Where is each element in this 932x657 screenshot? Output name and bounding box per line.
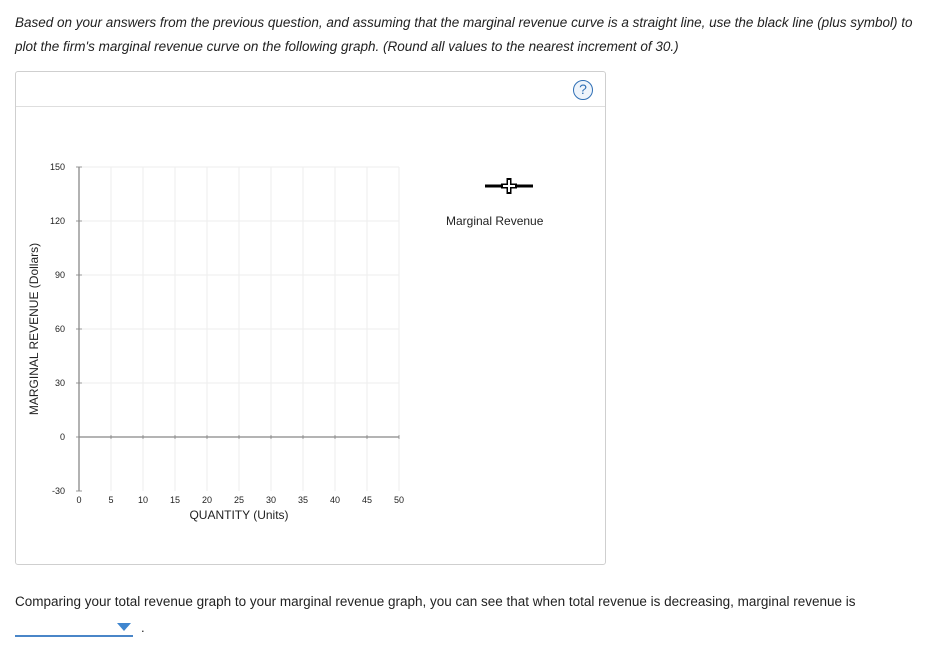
chevron-down-icon [117, 623, 131, 631]
y-tick-label: 90 [54, 270, 65, 280]
x-tick-label: 5 [108, 495, 114, 505]
x-tick-label: 15 [169, 495, 181, 505]
answer-dropdown[interactable] [15, 619, 133, 637]
marginal-revenue-tool-label: Marginal Revenue [446, 214, 544, 228]
question-text: Comparing your total revenue graph to your marginal revenue graph, you can see that when total revenue is decreasing, marginal revenue is [15, 594, 856, 609]
y-tick-label: 120 [49, 216, 65, 226]
x-tick-label: 0 [76, 495, 82, 505]
x-tick-label: 20 [201, 495, 213, 505]
mr-graph[interactable] [16, 72, 607, 566]
tick-labels [50, 162, 404, 505]
y-tick-label: 60 [54, 324, 65, 334]
x-tick-label: 30 [265, 495, 277, 505]
graph-panel [15, 71, 606, 565]
grid [79, 167, 399, 491]
instructions-text: Based on your answers from the previous question, and assuming that the marginal revenue curve is a straight line, use the black line (plus symbol) to plot the firm's marginal revenue curve on the following graph. (Round all values to the nearest increment of 30.) [15, 15, 913, 54]
plus-icon [501, 178, 517, 194]
y-tick-label: 150 [49, 162, 65, 172]
y-axis-label: MARGINAL REVENUE (Dollars) [27, 242, 41, 416]
x-tick-label: 10 [137, 495, 149, 505]
x-tick-label: 50 [393, 495, 405, 505]
marginal-revenue-tool[interactable] [485, 178, 533, 194]
y-tick-label: -30 [51, 486, 65, 496]
y-tick-label: 0 [59, 432, 65, 442]
x-axis-label: QUANTITY (Units) [189, 508, 289, 522]
x-tick-label: 40 [329, 495, 341, 505]
help-icon[interactable]: ? [573, 80, 593, 100]
x-tick-label: 35 [297, 495, 309, 505]
y-tick-label: 30 [54, 378, 65, 388]
x-tick-label: 25 [233, 495, 245, 505]
x-tick-label: 45 [361, 495, 373, 505]
sentence-period: . [141, 620, 145, 635]
